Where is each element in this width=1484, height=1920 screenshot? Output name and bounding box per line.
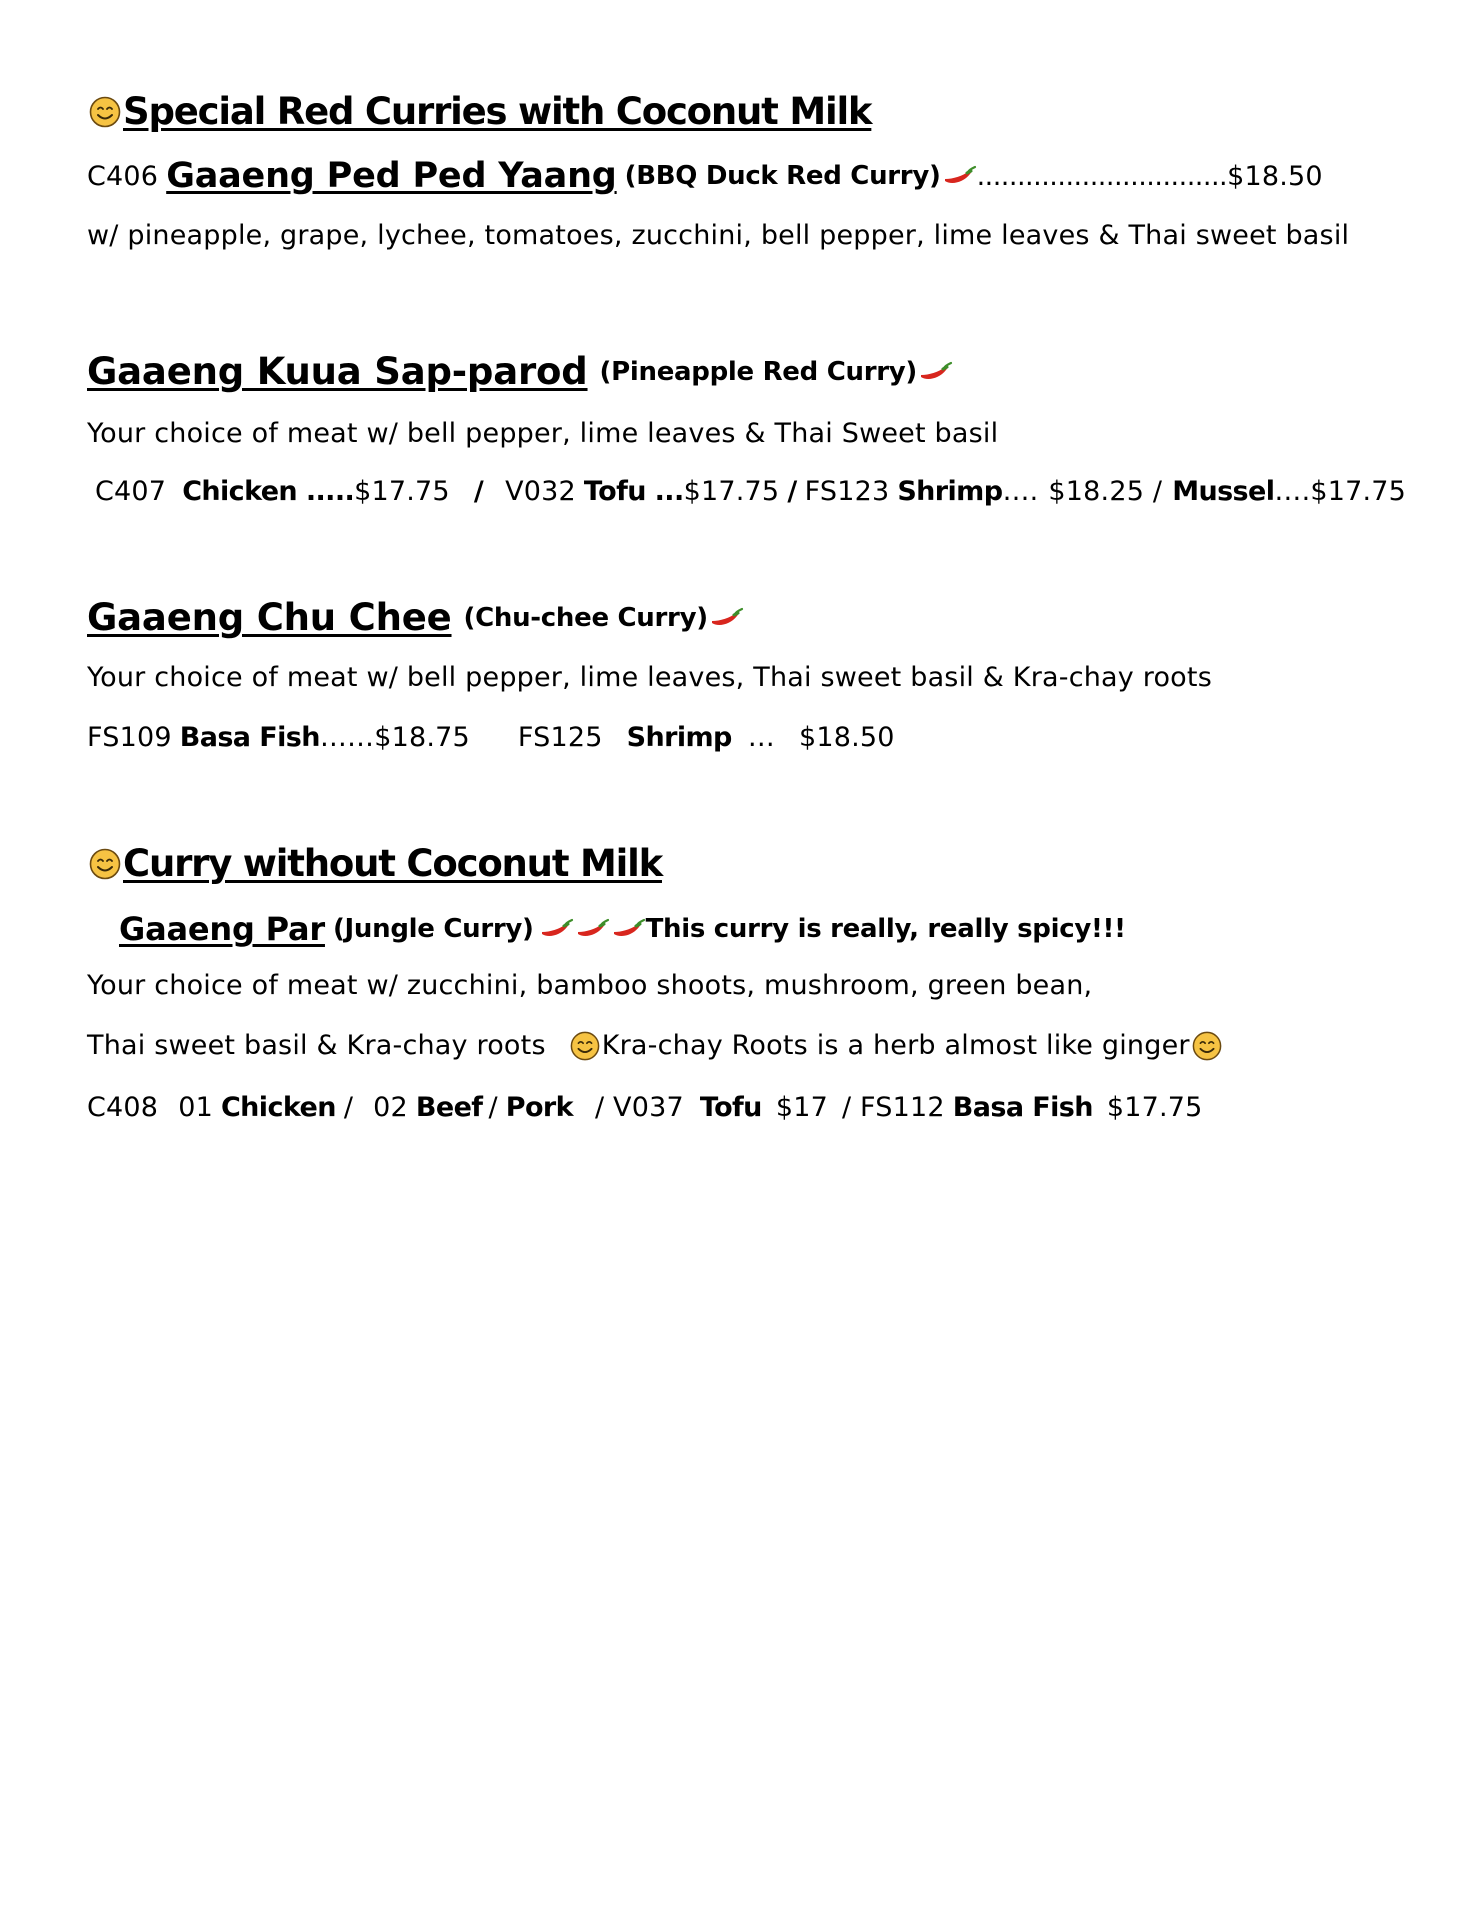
chili-pepper-icon bbox=[941, 165, 977, 187]
option-code: / FS112 bbox=[841, 1092, 945, 1123]
section-heading-red-curries bbox=[87, 90, 871, 133]
spicy-note: This curry is really, really spicy!!! bbox=[645, 914, 1126, 944]
smiley-icon bbox=[570, 1031, 600, 1061]
price-options bbox=[87, 722, 895, 753]
description-text: Your choice of meat w/ zucchini, bamboo shoots, mushroom, green bean, bbox=[87, 970, 1093, 1001]
option-price: $17 bbox=[775, 1092, 828, 1123]
chili-pepper-icon bbox=[917, 361, 953, 383]
option-code: FS123 bbox=[804, 476, 890, 507]
option-name: Basa Fish bbox=[179, 722, 320, 753]
option-dots: …. bbox=[1274, 476, 1311, 507]
chili-pepper-icon bbox=[610, 918, 646, 940]
smiley-icon bbox=[89, 96, 121, 128]
item-description bbox=[87, 1030, 1224, 1061]
section-heading-no-coconut bbox=[87, 842, 662, 885]
separator: / bbox=[473, 476, 484, 507]
dish-title: Gaaeng Chu Chee bbox=[87, 596, 452, 639]
option-dots: …… bbox=[319, 722, 375, 753]
smiley-icon bbox=[89, 848, 121, 880]
option-dots: … bbox=[747, 722, 775, 753]
option-name: Shrimp bbox=[897, 476, 1003, 507]
dish-subtitle: (Jungle Curry) bbox=[332, 914, 534, 944]
option-code: C408 bbox=[87, 1092, 159, 1123]
option-code: FS109 bbox=[87, 722, 172, 753]
menu-item-jungle bbox=[119, 910, 1126, 948]
option-number: 01 bbox=[178, 1092, 213, 1123]
separator: / bbox=[343, 1092, 354, 1123]
option-dots: …. bbox=[1002, 476, 1039, 507]
option-name: Basa Fish bbox=[952, 1092, 1093, 1123]
option-code: / V037 bbox=[594, 1092, 684, 1123]
price-options bbox=[95, 476, 1406, 507]
option-name: Beef bbox=[415, 1092, 483, 1123]
separator: / bbox=[787, 476, 797, 507]
option-name: Tofu bbox=[699, 1092, 762, 1123]
chili-pepper-icon bbox=[574, 918, 610, 940]
description-text: Your choice of meat w/ bell pepper, lime leaves & Thai Sweet basil bbox=[87, 418, 999, 449]
option-price: $18.25 / bbox=[1048, 476, 1163, 507]
price-options bbox=[87, 1092, 1203, 1123]
option-name: Chicken bbox=[220, 1092, 336, 1123]
chili-pepper-icon bbox=[538, 918, 574, 940]
dish-title: Gaaeng Ped Ped Yaang bbox=[166, 156, 617, 196]
item-description bbox=[87, 418, 998, 449]
separator: / bbox=[488, 1092, 498, 1123]
option-name: Pork bbox=[505, 1092, 573, 1123]
item-description bbox=[87, 662, 1212, 693]
option-code: V032 bbox=[505, 476, 576, 507]
item-code: C406 bbox=[87, 160, 159, 192]
section-title: Curry without Coconut Milk bbox=[123, 842, 662, 885]
description-text: Your choice of meat w/ bell pepper, lime leaves, Thai sweet basil & Kra-chay roots bbox=[87, 662, 1212, 693]
option-price: $18.75 bbox=[374, 722, 470, 753]
dish-subtitle: (BBQ Duck Red Curry) bbox=[624, 161, 941, 191]
menu-item-chu-chee bbox=[87, 596, 744, 639]
dish-title: Gaaeng Kuua Sap-parod bbox=[87, 350, 588, 393]
option-code: C407 bbox=[95, 476, 167, 507]
herb-note: Kra-chay Roots is a herb almost like ginger bbox=[601, 1030, 1190, 1061]
description-text: Thai sweet basil & Kra-chay roots bbox=[87, 1030, 546, 1061]
item-description bbox=[87, 220, 1349, 251]
dish-title: Gaaeng Par bbox=[119, 910, 325, 948]
menu-item-bbq-duck bbox=[87, 156, 1323, 196]
option-name: Mussel bbox=[1172, 476, 1275, 507]
option-name: Shrimp bbox=[626, 722, 732, 753]
dish-subtitle: (Chu-chee Curry) bbox=[463, 602, 708, 633]
item-price: $18.50 bbox=[1227, 160, 1323, 192]
option-price: $17.75 bbox=[1310, 476, 1407, 507]
item-description bbox=[87, 970, 1092, 1001]
dish-subtitle: (Pineapple Red Curry) bbox=[599, 356, 917, 387]
option-code: FS125 bbox=[517, 722, 603, 753]
option-number: 02 bbox=[373, 1092, 408, 1123]
smiley-icon bbox=[1192, 1031, 1222, 1061]
section-title: Special Red Curries with Coconut Milk bbox=[123, 90, 872, 133]
option-price: $17.75 bbox=[683, 476, 780, 507]
option-price: $17.75 bbox=[1106, 1092, 1203, 1123]
option-price: $17.75 bbox=[354, 476, 450, 507]
option-name: Chicken ..... bbox=[182, 476, 355, 507]
option-price: $18.50 bbox=[798, 722, 895, 753]
chili-pepper-icon bbox=[708, 607, 744, 629]
menu-item-pineapple bbox=[87, 350, 953, 393]
price-leader: ............................... bbox=[976, 160, 1228, 192]
option-name: Tofu ... bbox=[583, 476, 684, 507]
description-text: w/ pineapple, grape, lychee, tomatoes, zucchini, bell pepper, lime leaves & Thai sweet basil bbox=[87, 220, 1350, 251]
